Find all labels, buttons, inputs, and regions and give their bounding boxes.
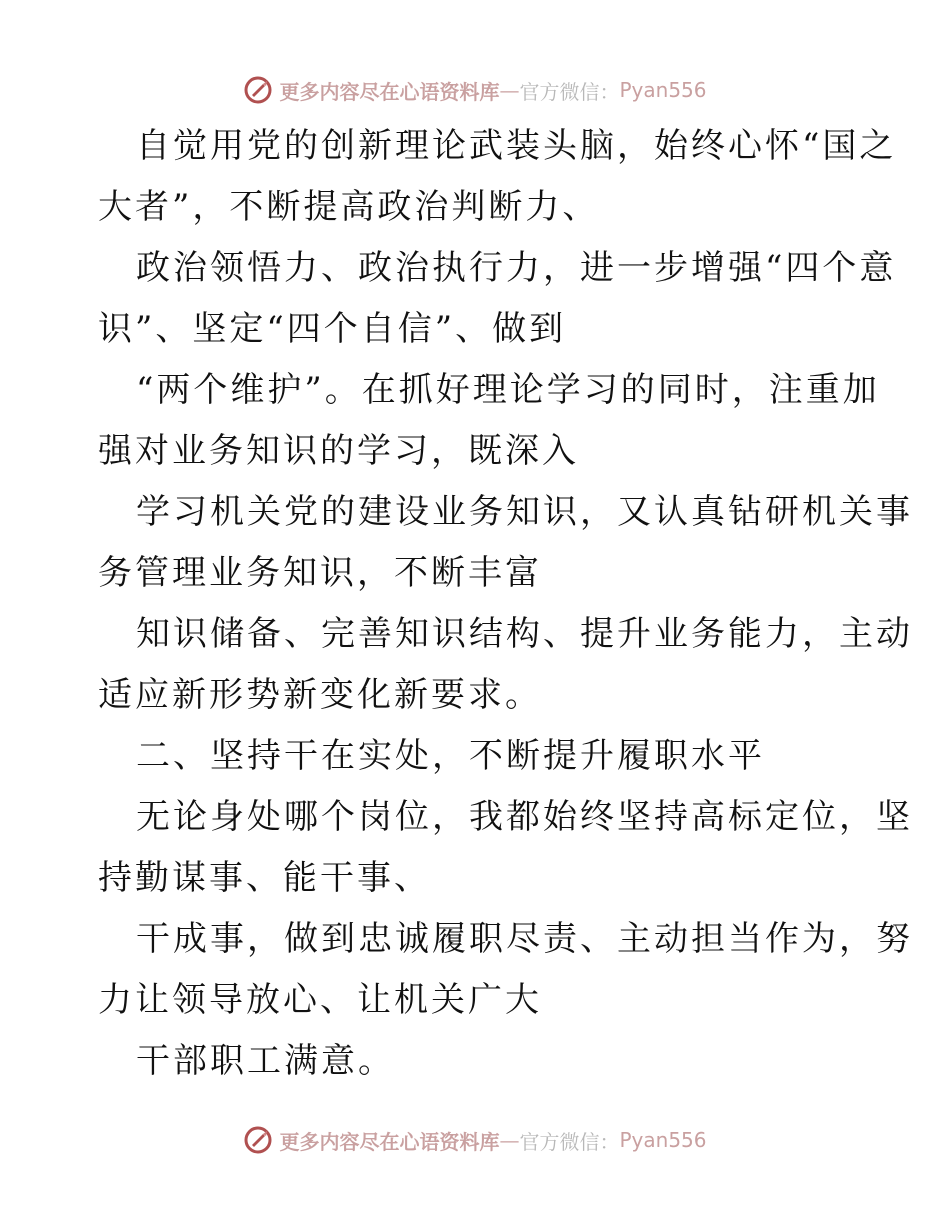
footer-watermark bbox=[0, 1120, 950, 1160]
text-line: 自觉用党的创新理论武装头脑，始终心怀“国之 bbox=[136, 126, 897, 166]
text-line: 干部职工满意。 bbox=[136, 1041, 395, 1081]
watermark-main-text: 更多内容尽在心语资料库 bbox=[279, 79, 500, 104]
text-line: 务管理业务知识，不断丰富 bbox=[98, 553, 542, 593]
watermark-dash: — bbox=[499, 78, 520, 102]
text-line: 强对业务知识的学习，既深入 bbox=[98, 431, 579, 471]
logo-icon bbox=[243, 75, 273, 105]
text-line: 识”、坚定“四个自信”、做到 bbox=[98, 309, 567, 349]
watermark-sub-text: 官方微信： bbox=[519, 79, 620, 104]
text-line: 持勤谋事、能干事、 bbox=[98, 858, 431, 898]
watermark-dash: — bbox=[499, 1128, 520, 1152]
text-line: 知识储备、完善知识结构、提升业务能力，主动 bbox=[136, 614, 913, 654]
section-heading: 二、坚持干在实处，不断提升履职水平 bbox=[136, 736, 765, 776]
header-watermark bbox=[0, 70, 950, 110]
text-line: “两个维护”。在抓好理论学习的同时，注重加 bbox=[136, 370, 880, 410]
text-line: 干成事，做到忠诚履职尽责、主动担当作为，努 bbox=[136, 919, 913, 959]
text-line: 学习机关党的建设业务知识，又认真钻研机关事 bbox=[136, 492, 913, 532]
watermark-sub-text: 官方微信： bbox=[519, 1129, 620, 1154]
logo-icon bbox=[243, 1125, 273, 1155]
text-line: 适应新形势新变化新要求。 bbox=[98, 675, 542, 715]
text-line: 力让领导放心、让机关广大 bbox=[98, 980, 542, 1020]
watermark-id: Pyan556 bbox=[619, 78, 707, 102]
text-line: 大者”，不断提高政治判断力、 bbox=[98, 187, 600, 227]
text-line: 无论身处哪个岗位，我都始终坚持高标定位，坚 bbox=[136, 797, 913, 837]
watermark-main-text: 更多内容尽在心语资料库 bbox=[279, 1129, 500, 1154]
document-body bbox=[98, 116, 913, 1092]
text-line: 政治领悟力、政治执行力，进一步增强“四个意 bbox=[136, 248, 897, 288]
watermark-id: Pyan556 bbox=[619, 1128, 707, 1152]
